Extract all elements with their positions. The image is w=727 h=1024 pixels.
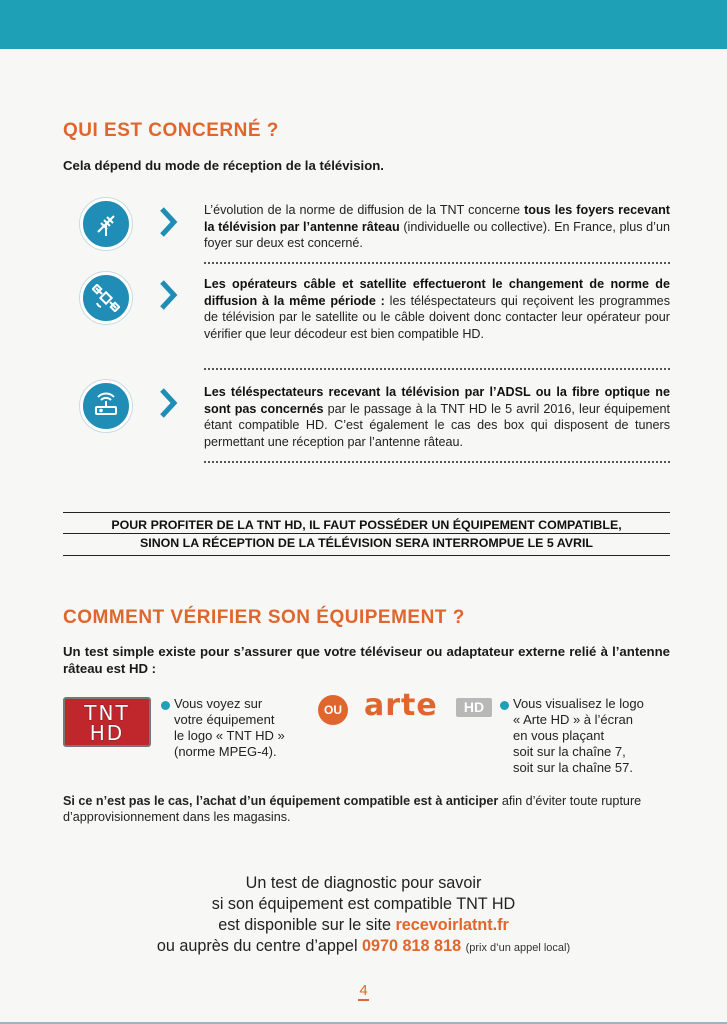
diagnostic-phone-prefix: ou auprès du centre d’appel	[156, 937, 363, 955]
page-number	[0, 982, 727, 999]
text-run-bold: Les opérateurs câble et satellite effectueront le changement de norme de diffusion à la même période :	[204, 277, 670, 308]
diagnostic-line-2: si son équipement est compatible TNT HD	[211, 895, 516, 913]
bullet-icon	[161, 701, 170, 710]
arte-logo: arte	[364, 688, 438, 723]
router-icon	[80, 380, 132, 432]
text-run: les téléspectateurs qui reçoivent les programmes de télévision par le satellite ou le câble doivent donc contacter leur opérateur pour vérifier que leur décodeur est bien compatible HD.	[204, 293, 670, 341]
arte-check-line: en vous plaçant	[513, 728, 605, 743]
hd-logo-text: HD	[89, 721, 125, 745]
arte-check-line: soit sur la chaîne 7,	[513, 744, 626, 759]
concern-text-satellite	[204, 276, 670, 342]
tnt-check-line: (norme MPEG-4).	[174, 744, 277, 759]
diagnostic-line-1: Un test de diagnostic pour savoir	[245, 874, 482, 892]
satellite-icon	[80, 272, 132, 324]
diagnostic-site-prefix: est disponible sur le site	[218, 916, 396, 934]
chevron-right-icon	[158, 387, 178, 424]
diagnostic-line-3	[0, 915, 727, 935]
diagnostic-phone-note: (prix d’un appel local)	[465, 942, 571, 954]
text-run: (individuelle ou collective). En France, plus d’un foyer sur deux est concerné.	[204, 219, 670, 250]
tnt-check-line: Vous voyez sur	[174, 696, 263, 711]
section-title-verify: COMMENT VÉRIFIER SON ÉQUIPEMENT ?	[63, 607, 465, 628]
tnt-check-line: le logo « TNT HD »	[174, 728, 285, 743]
arte-check-line: « Arte HD » à l’écran	[513, 712, 633, 727]
concern-text-adsl	[204, 384, 670, 450]
compatibility-warning-banner	[63, 512, 670, 556]
or-badge: OU	[318, 695, 348, 725]
diagnostic-site-link[interactable]: recevoirlatnt.fr	[395, 916, 509, 934]
chevron-right-icon	[158, 206, 178, 243]
chevron-right-icon	[158, 279, 178, 316]
arte-hd-badge: HD	[456, 698, 492, 717]
bullet-icon	[500, 701, 509, 710]
arte-check-line: Vous visualisez le logo	[513, 696, 644, 711]
section-subtitle-reception: Cela dépend du mode de réception de la télévision.	[63, 158, 384, 173]
purchase-warning	[63, 793, 670, 825]
banner-line-2: SINON LA RÉCEPTION DE LA TÉLÉVISION SERA INTERROMPUE LE 5 AVRIL	[140, 536, 593, 550]
top-color-bar	[0, 0, 727, 49]
page-number-value: 4	[359, 982, 368, 999]
tnt-check-text	[174, 696, 285, 760]
concern-text-antenna	[204, 202, 670, 252]
text-run: L’évolution de la norme de diffusion de la TNT concerne	[204, 203, 525, 217]
diagnostic-line-4	[0, 936, 727, 958]
tnt-check-line: votre équipement	[174, 712, 275, 727]
dotted-separator	[204, 461, 670, 463]
banner-divider	[63, 533, 670, 534]
banner-line-1: POUR PROFITER DE LA TNT HD, IL FAUT POSSÉDER UN ÉQUIPEMENT COMPATIBLE,	[111, 518, 622, 532]
antenna-icon	[80, 198, 132, 250]
arte-check-line: soit sur la chaîne 57.	[513, 760, 633, 775]
tnt-logo-text: TNT	[84, 701, 130, 725]
arte-check-text	[513, 696, 644, 776]
tnt-hd-logo	[63, 697, 151, 747]
purchase-warning-bold: Si ce n’est pas le cas, l’achat d’un équipement compatible est à anticiper	[63, 794, 499, 808]
text-run-bold: Les téléspectateurs recevant la télévision par l’ADSL ou la fibre optique ne sont pas concernés	[204, 385, 670, 416]
section-title-concerned: QUI EST CONCERNÉ ?	[63, 120, 279, 141]
dotted-separator	[204, 368, 670, 370]
diagnostic-phone-number[interactable]: 0970 818 818	[362, 937, 462, 955]
purchase-warning-rest: afin d’éviter toute rupture d’approvisionnement dans les magasins.	[63, 794, 642, 824]
dotted-separator	[204, 262, 670, 264]
text-run-bold: tous les foyers recevant la télévision par l’antenne râteau	[204, 203, 670, 234]
text-run: par le passage à la TNT HD le 5 avril 2016, leur équipement étant compatible HD. C’est également le cas des box qui disposent de tuners permettant une réception par l’antenne râteau.	[204, 401, 670, 449]
section-subtitle-test: Un test simple existe pour s’assurer que votre téléviseur ou adaptateur externe relié à l’antenne râteau est HD :	[63, 644, 670, 676]
